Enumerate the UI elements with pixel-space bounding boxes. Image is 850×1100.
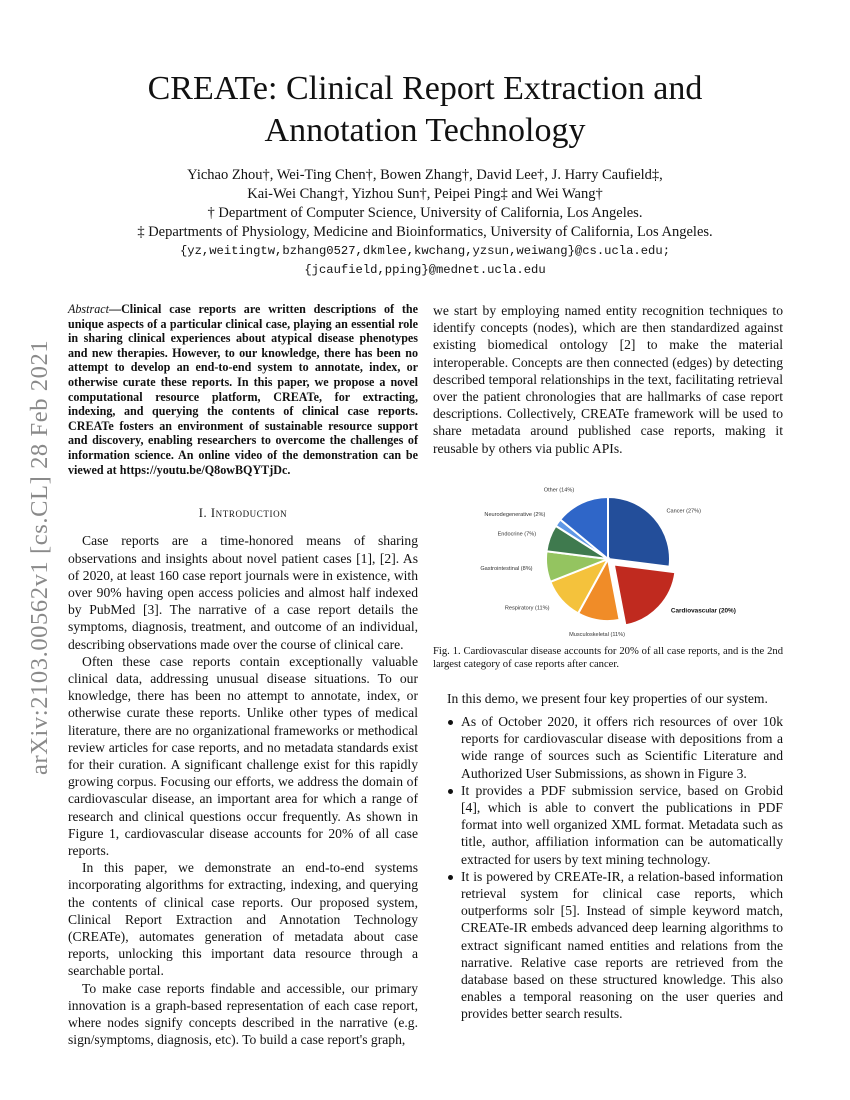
pie-label-other: Other (14%) bbox=[543, 487, 575, 494]
left-column bbox=[68, 302, 418, 1048]
list-item bbox=[433, 782, 783, 868]
title-line-1: CREATe: Clinical Report Extraction and bbox=[147, 70, 703, 107]
arxiv-id: arXiv:2103.00562v1 [cs.CL] 28 Feb 2021 bbox=[26, 339, 53, 775]
paragraph: Often these case reports contain exceptionally valuable clinical data, addressing unusual disease situations. To our knowledge, there has been no attempt to annotate, index, or otherwise curate these reports. Unlike other types of medical literature, there are no organizational frameworks or methodical review articles for case reports, and no metadata standards exist for their curation. A significant challenge exist for this rapidly growing corpus. Focusing our efforts, we address the domain of cardiovascular disease, an important area for which a range of research and clinical questions occur frequently. As shown in Figure 1, cardiovascular disease accounts for 20% of all case reports. bbox=[68, 653, 418, 858]
figure-1 bbox=[433, 477, 783, 637]
paragraph: To make case reports findable and accessible, our primary innovation is a graph-based representation of each case report, where nodes signify concepts described in the narrative (e.g. sign/symptoms, diagnosis, etc). To build a case report's graph, bbox=[68, 980, 418, 1048]
figure-caption: Fig. 1. Cardiovascular disease accounts for 20% of all case reports, and is the 2nd largest category of case reports after cancer. bbox=[433, 645, 783, 671]
pie-slice-cancer bbox=[608, 497, 670, 567]
abstract-text: —Clinical case reports are written descriptions of the unique aspects of a particular clinical case, playing an essential role in sharing clinical experiences about atypical disease phenotypes and new therapies. However, to our knowledge, there has been no attempt to develop an end-to-end system to annotate, index, or otherwise curate these reports. In this paper, we propose a novel computational resource platform, CREATe, for extracting, indexing, and querying the contents of clinical case reports. CREATe fosters an environment of sustainable resource support and discovery, enabling researchers to overcome the challenges of information science. An online video of the demonstration can be viewed at https://youtu.be/Q8owBQYTjDc. bbox=[68, 302, 418, 477]
list-item-text: It provides a PDF submission service, based on Grobid [4], which is able to convert the publications in PDF format into well organized XML format. Metadata such as title, author, affiliation information can be automatically extracted for users by text mining technology. bbox=[461, 782, 783, 867]
right-column bbox=[433, 302, 783, 1023]
author-line-1: Yichao Zhou†, Wei-Ting Chen†, Bowen Zhang†, David Lee†, J. Harry Caufield‡, bbox=[187, 167, 663, 183]
affiliation-2: ‡ Departments of Physiology, Medicine and Bioinformatics, University of California, Los Angeles. bbox=[137, 224, 713, 240]
bullet-icon bbox=[448, 789, 453, 794]
paragraph: we start by employing named entity recognition techniques to identify concepts (nodes), which are then standardized against existing biomedical ontology [2] to make the material interoperable. Concepts are then connected (edges) by detecting described temporal relationships in the text, facilitating retrieval over the patient chronologies that are hallmarks of case report descriptions. Collectively, CREATe framework will be used to share metadata around published case reports, making it reusable by others via public APIs. bbox=[433, 303, 783, 456]
pie-label-gastrointestinal: Gastrointestinal (8%) bbox=[480, 565, 533, 572]
author-block bbox=[80, 166, 770, 280]
pie-label-cardiovascular: Cardiovascular (20%) bbox=[670, 607, 736, 615]
paragraph: Case reports are a time-honored means of sharing observations and insights about novel patient cases [1], [2]. As of 2020, at least 160 case report journals were in existence, with over 90% having open access policies and almost half indexed by PubMed [3]. The narrative of a case report details the symptoms, diagnosis, treatment, and outcome of an individual, describing observations made over the course of clinical care. bbox=[68, 533, 418, 652]
list-item bbox=[433, 713, 783, 782]
feature-list bbox=[433, 713, 783, 1023]
list-item-text: As of October 2020, it offers rich resources of over 10k reports for cardiovascular disease with depositions from a wide range of sources such as Scientific Literature and Authorized User Submissions, as shown in Figure 3. bbox=[461, 714, 783, 781]
pie-slice-cardiovascular bbox=[614, 564, 676, 625]
section-heading-introduction: I. Introduction bbox=[198, 506, 288, 521]
list-item bbox=[433, 868, 783, 1023]
pie-label-cancer: Cancer (27%) bbox=[666, 508, 702, 515]
list-item-text: It is powered by CREATe-IR, a relation-based information retrieval system for clinical case reports, which outperforms solr [5]. Instead of simple keyword match, CREATe-IR embeds advanced deep learning algorithms to extract significant named entities and relations from the narrative. Relative case reports are retrieved from the database based on these structured knowledge. This also enables a temporal reasoning on the user queries and provides better search results. bbox=[461, 868, 783, 1022]
title-line-2: Annotation Technology bbox=[264, 112, 586, 149]
author-line-2: Kai-Wei Chang†, Yizhou Sun†, Peipei Ping‡ and Wei Wang† bbox=[247, 186, 603, 202]
abstract-lead: Abstract bbox=[68, 302, 109, 316]
pie-label-musculoskeletal: Musculoskeletal (11%) bbox=[569, 631, 625, 637]
pie-label-respiratory: Respiratory (11%) bbox=[504, 605, 550, 612]
email-line-2: {jcaufield,pping}@mednet.ucla.edu bbox=[304, 263, 546, 277]
paper-title bbox=[80, 68, 770, 152]
demo-intro: In this demo, we present four key properties of our system. bbox=[447, 690, 768, 706]
pie-label-neurodegenerative: Neurodegenerative (2%) bbox=[484, 511, 546, 518]
abstract bbox=[68, 302, 418, 477]
arxiv-sidebar bbox=[22, 295, 62, 775]
pie-label-endocrine: Endocrine (7%) bbox=[497, 531, 537, 538]
paragraph: In this paper, we demonstrate an end-to-end systems incorporating algorithms for extracting, indexing, and querying the contents of clinical case reports. Our proposed system, Clinical Report Extraction and Annotation Technology (CREATe), automates generation of metadata about case reports, unlocking this important data resource through a searchable portal. bbox=[68, 860, 418, 979]
bullet-icon bbox=[448, 720, 453, 725]
affiliation-1: † Department of Computer Science, University of California, Los Angeles. bbox=[207, 205, 643, 221]
pie-chart bbox=[433, 477, 783, 637]
email-line-1: {yz,weitingtw,bzhang0527,dkmlee,kwchang,yzsun,weiwang}@cs.ucla.edu; bbox=[179, 244, 671, 258]
bullet-icon bbox=[448, 875, 453, 880]
